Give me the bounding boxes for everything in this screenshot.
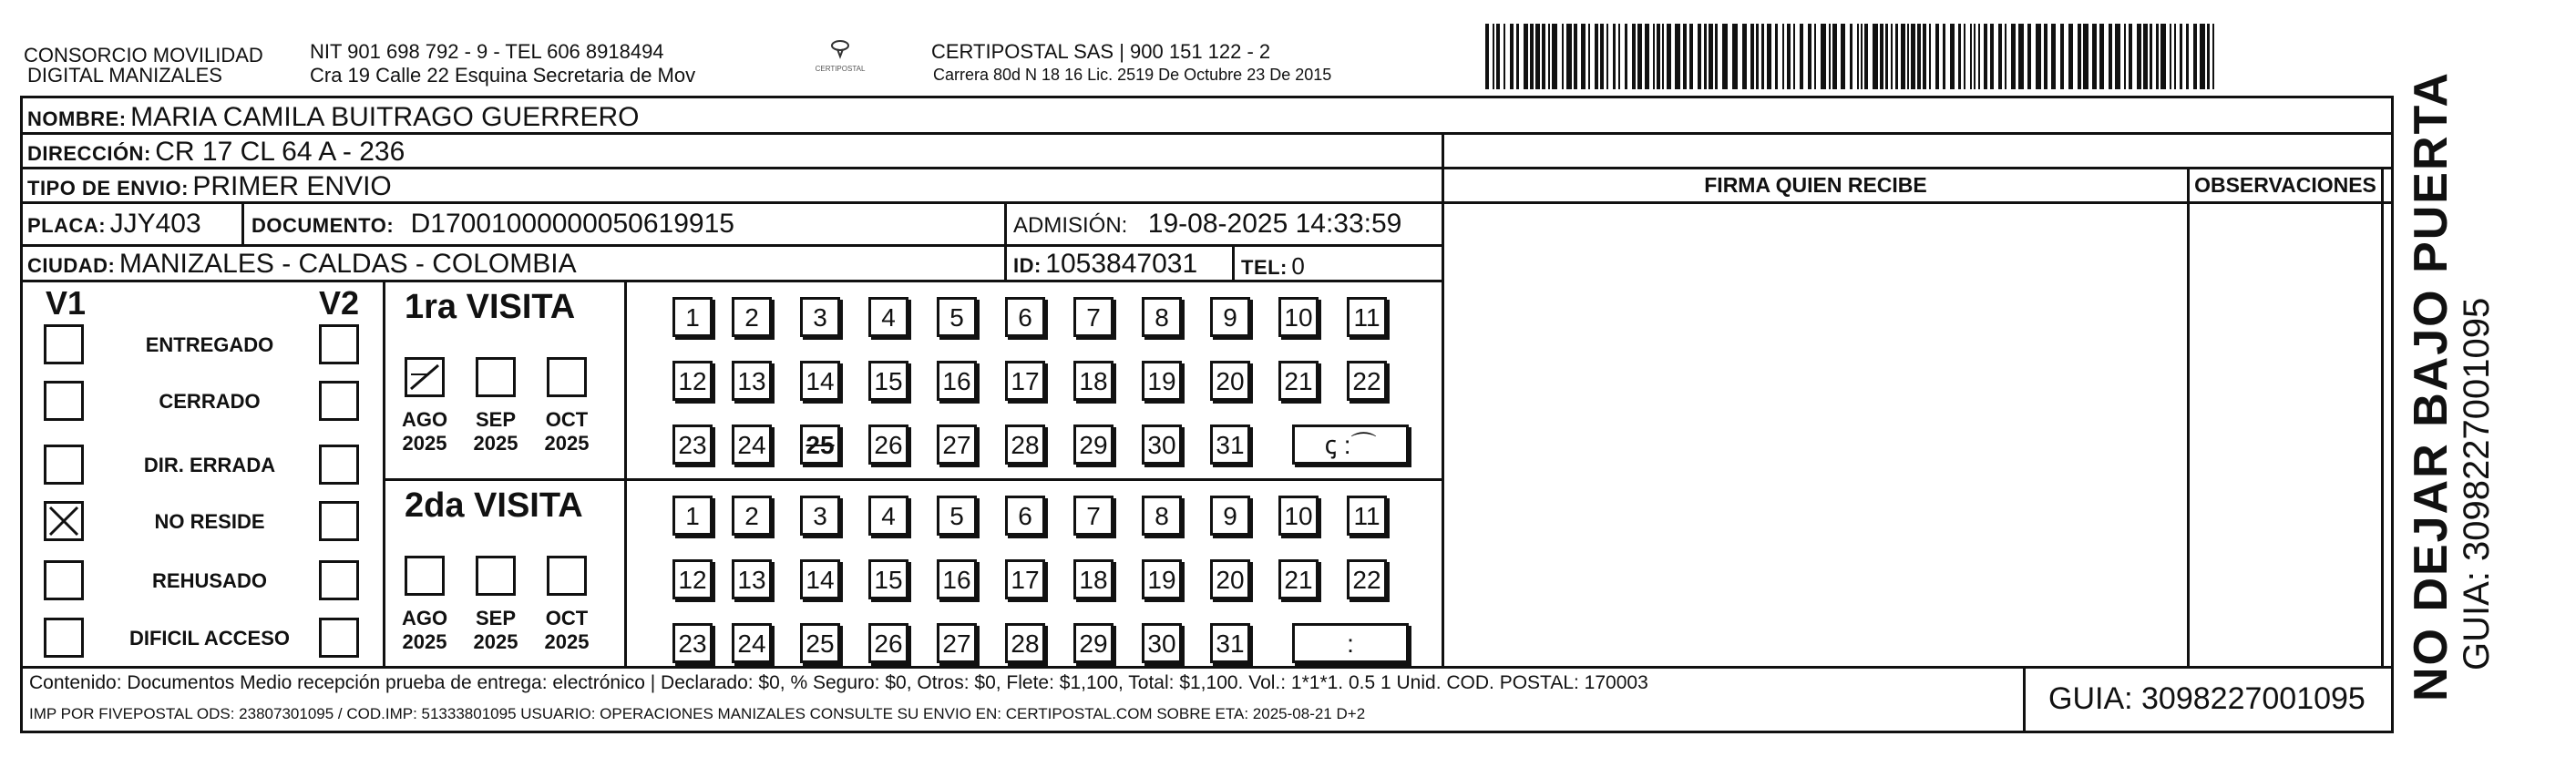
barcode-bar <box>1885 24 1888 89</box>
barcode-bar <box>1935 24 1939 89</box>
barcode-bar <box>1709 24 1713 89</box>
barcode-bar <box>1998 24 2002 89</box>
visit-divider <box>383 478 1442 481</box>
footer-imp: IMP POR FIVEPOSTAL ODS: 23807301095 / COD.IMP: 51333801095 USUARIO: OPERACIONES MANIZALES CONSULTE SU ENVIO EN: CERTIPOSTAL.COM SOBRE ETA: 2025-08-21 D+2 <box>29 705 1366 722</box>
check-x-icon <box>46 504 81 538</box>
footer-contenido: Contenido: Documentos Medio recepción prueba de entrega: electrónico | Declarado: $0, % Seguro: $0, Otros: $0, Flete: $1,100, Total: $1,100. Vol.: 1*1*1. 0.5 1 Unid. COD. POSTAL: 170003 <box>29 672 1648 693</box>
no-dejar-bajo-puerta: NO DEJAR BAJO PUERTA <box>2405 70 2458 701</box>
barcode-bar <box>1645 24 1649 89</box>
day-box[interactable]: 14 <box>800 361 840 401</box>
barcode-bar <box>1970 24 1972 89</box>
day-box[interactable]: 1 <box>672 496 713 536</box>
day-box[interactable]: 19 <box>1142 361 1182 401</box>
barcode-bar <box>2143 24 2148 89</box>
month-label: OCT <box>545 607 589 629</box>
ciudad-label: CIUDAD: <box>27 254 116 277</box>
barcode-bar <box>1911 24 1915 89</box>
barcode-bar <box>1821 24 1826 89</box>
day-box[interactable]: 27 <box>937 623 977 663</box>
barcode-bar <box>1808 24 1811 89</box>
day-box[interactable]: 3 <box>800 297 840 337</box>
carrier-address: Carrera 80d N 18 16 Lic. 2519 De Octubre 23 De 2015 <box>933 66 1332 84</box>
id-label: ID: <box>1013 254 1042 277</box>
day-box[interactable]: 9 <box>1210 496 1250 536</box>
rotated-sidebar <box>2406 71 2497 701</box>
barcode-bar <box>1542 24 1545 89</box>
barcode-bar <box>1775 24 1778 89</box>
observations-area[interactable] <box>2190 204 2381 666</box>
barcode-bar <box>1943 24 1945 89</box>
day-box[interactable]: 6 <box>1005 297 1045 337</box>
sidebar-guia: GUIA: 3098227001095 <box>2457 297 2497 670</box>
barcode-bar <box>1829 24 1831 89</box>
tipo-envio-label: TIPO DE ENVIO: <box>27 177 189 199</box>
barcode-bar <box>1653 24 1655 89</box>
tipo-envio-value: PRIMER ENVIO <box>192 171 392 201</box>
documento-field <box>251 209 734 244</box>
year-label: 2025 <box>544 630 590 653</box>
time-box[interactable]: ꞔ :⌒ <box>1292 425 1409 465</box>
admision-label: ADMISIÓN: <box>1013 213 1128 238</box>
barcode-bar <box>1613 24 1616 89</box>
barcode-bar <box>2180 24 2182 89</box>
col-divider <box>1004 201 1007 280</box>
barcode-bar <box>1722 24 1728 89</box>
barcode-bar <box>1562 24 1564 89</box>
day-box[interactable]: 23 <box>672 623 713 663</box>
tel-label: TEL: <box>1241 256 1288 279</box>
status-label: DIFICIL ACCESO <box>128 627 290 650</box>
barcode <box>1485 24 2214 89</box>
day-box[interactable]: 11 <box>1347 496 1387 536</box>
barcode-bar <box>2018 24 2024 89</box>
col-divider <box>383 280 385 666</box>
barcode-bar <box>1662 24 1664 89</box>
day-box[interactable]: 30 <box>1142 623 1182 663</box>
day-box[interactable]: 2 <box>732 496 772 536</box>
placa-value: JJY403 <box>109 209 201 239</box>
barcode-bar <box>1873 24 1878 89</box>
barcode-bar <box>1958 24 1961 89</box>
day-box[interactable]: 20 <box>1210 559 1250 599</box>
v2-checkbox[interactable] <box>319 560 359 600</box>
v1-checkbox[interactable] <box>44 324 84 364</box>
barcode-bar <box>2083 24 2089 89</box>
barcode-bar <box>1625 24 1627 89</box>
day-box[interactable]: 14 <box>800 559 840 599</box>
certipostal-logo-icon <box>826 38 854 60</box>
barcode-bar <box>2099 24 2104 89</box>
ciudad-value: MANIZALES - CALDAS - COLOMBIA <box>118 249 577 279</box>
barcode-bar <box>1516 24 1519 89</box>
day-box[interactable]: 16 <box>937 559 977 599</box>
day-box[interactable]: 29 <box>1073 623 1114 663</box>
visit-title: 2da VISITA <box>405 486 583 525</box>
tipo-envio-field <box>27 171 392 207</box>
barcode-bar <box>1524 24 1528 89</box>
day-box[interactable]: 28 <box>1005 623 1045 663</box>
barcode-bar <box>2129 24 2132 89</box>
day-box[interactable]: 4 <box>868 496 908 536</box>
check-mark-icon <box>407 360 442 394</box>
barcode-bar <box>1978 24 1980 89</box>
barcode-bar <box>1742 24 1747 89</box>
barcode-bar <box>2051 24 2056 89</box>
barcode-bar <box>1891 24 1893 89</box>
month-label: AGO <box>401 408 448 431</box>
day-box[interactable]: 17 <box>1005 361 1045 401</box>
barcode-bar <box>2005 24 2006 89</box>
day-box[interactable]: 12 <box>672 361 713 401</box>
v1-checkbox[interactable] <box>44 445 84 485</box>
v1-checkbox[interactable] <box>44 618 84 658</box>
barcode-bar <box>2207 24 2210 89</box>
year-label: 2025 <box>402 432 447 455</box>
day-box[interactable]: 18 <box>1073 559 1114 599</box>
day-box[interactable]: 13 <box>732 559 772 599</box>
month-checkbox[interactable] <box>547 556 587 596</box>
day-box[interactable]: 1 <box>672 297 713 337</box>
direccion-value: CR 17 CL 64 A - 236 <box>155 137 405 167</box>
row-divider <box>1442 167 2394 169</box>
barcode-bar <box>2137 24 2141 89</box>
barcode-bar <box>2193 24 2197 89</box>
day-box[interactable]: 6 <box>1005 496 1045 536</box>
barcode-bar <box>2174 24 2176 89</box>
barcode-bar <box>2068 24 2073 89</box>
day-box[interactable]: 5 <box>937 297 977 337</box>
day-box[interactable]: 9 <box>1210 297 1250 337</box>
barcode-bar <box>2212 24 2214 89</box>
day-box[interactable]: 13 <box>732 361 772 401</box>
day-box[interactable]: 15 <box>868 559 908 599</box>
direccion-label: DIRECCIÓN: <box>27 142 151 165</box>
v2-checkbox[interactable] <box>319 501 359 541</box>
barcode-bar <box>1675 24 1680 89</box>
barcode-bar <box>1787 24 1791 89</box>
v1-checkbox[interactable] <box>44 501 84 541</box>
v1-checkbox[interactable] <box>44 381 84 421</box>
day-box[interactable]: 26 <box>868 623 908 663</box>
day-box[interactable]: 21 <box>1278 559 1319 599</box>
month-checkbox[interactable] <box>405 556 445 596</box>
day-box[interactable]: 20 <box>1210 361 1250 401</box>
day-box[interactable]: 25 <box>800 425 840 465</box>
direccion-field <box>27 137 405 172</box>
year-label: 2025 <box>473 630 518 653</box>
day-box[interactable]: 31 <box>1210 425 1250 465</box>
month-checkbox[interactable] <box>405 357 445 397</box>
barcode-bar <box>1595 24 1598 89</box>
barcode-bar <box>2150 24 2152 89</box>
company-name-line2: DIGITAL MANIZALES <box>27 64 222 87</box>
month-checkbox[interactable] <box>476 357 516 397</box>
barcode-bar <box>1767 24 1771 89</box>
company-address: Cra 19 Calle 22 Esquina Secretaria de Mov <box>310 64 696 87</box>
id-value: 1053847031 <box>1045 249 1198 279</box>
day-box[interactable]: 23 <box>672 425 713 465</box>
id-field <box>1013 249 1197 284</box>
barcode-bar <box>1929 24 1931 89</box>
barcode-bar <box>2092 24 2097 89</box>
barcode-bar <box>2115 24 2120 89</box>
barcode-bar <box>1950 24 1955 89</box>
barcode-bar <box>1761 24 1764 89</box>
barcode-bar <box>1861 24 1863 89</box>
tel-field <box>1241 251 1305 286</box>
barcode-bar <box>1510 24 1514 89</box>
day-box[interactable]: 28 <box>1005 425 1045 465</box>
barcode-bar <box>1637 24 1642 89</box>
day-box[interactable]: 11 <box>1347 297 1387 337</box>
day-box[interactable]: 29 <box>1073 425 1114 465</box>
day-box[interactable]: 15 <box>868 361 908 401</box>
year-label: 2025 <box>473 432 518 455</box>
certipostal-logo <box>813 38 867 84</box>
status-label: REHUSADO <box>152 569 267 592</box>
day-box[interactable]: 12 <box>672 559 713 599</box>
barcode-bar <box>1793 24 1795 89</box>
month-checkbox[interactable] <box>547 357 587 397</box>
day-box[interactable]: 18 <box>1073 361 1114 401</box>
barcode-bar <box>2124 24 2126 89</box>
barcode-bar <box>2200 24 2205 89</box>
carrier-name: CERTIPOSTAL SAS | 900 151 122 - 2 <box>931 40 1271 63</box>
visit-title: 1ra VISITA <box>405 288 576 326</box>
barcode-graphic <box>1485 24 2214 89</box>
barcode-bar <box>1814 24 1816 89</box>
barcode-bar <box>2036 24 2041 89</box>
barcode-bar <box>1657 24 1660 89</box>
barcode-bar <box>1756 24 1759 89</box>
v1-header: V1 <box>46 284 87 322</box>
barcode-bar <box>2078 24 2081 89</box>
day-box[interactable]: 3 <box>800 496 840 536</box>
v2-checkbox[interactable] <box>319 324 359 364</box>
month-label: SEP <box>475 607 517 629</box>
barcode-bar <box>1923 24 1926 89</box>
col-divider <box>624 280 627 666</box>
v1-checkbox[interactable] <box>44 560 84 600</box>
day-box[interactable]: 27 <box>937 425 977 465</box>
month-label: AGO <box>401 607 448 629</box>
day-box[interactable]: 21 <box>1278 361 1319 401</box>
day-box[interactable]: 17 <box>1005 559 1045 599</box>
barcode-bar <box>1964 24 1965 89</box>
col-divider <box>1232 244 1235 280</box>
barcode-bar <box>1581 24 1586 89</box>
barcode-bar <box>1496 24 1500 89</box>
barcode-bar <box>1504 24 1505 89</box>
day-box[interactable]: 10 <box>1278 496 1319 536</box>
barcode-bar <box>1689 24 1693 89</box>
col-divider <box>2381 167 2384 667</box>
status-label: NO RESIDE <box>154 510 265 533</box>
v2-header: V2 <box>319 284 360 322</box>
nombre-field <box>27 102 640 138</box>
v2-checkbox[interactable] <box>319 445 359 485</box>
company-nit: NIT 901 698 792 - 9 - TEL 606 8918494 <box>310 40 664 63</box>
day-box[interactable]: 2 <box>732 297 772 337</box>
col-divider <box>2023 666 2026 733</box>
barcode-bar <box>1618 24 1620 89</box>
barcode-bar <box>1683 24 1687 89</box>
v2-checkbox[interactable] <box>319 618 359 658</box>
firma-header: FIRMA QUIEN RECIBE <box>1704 173 1927 197</box>
nombre-label: NOMBRE: <box>27 107 127 130</box>
day-box[interactable]: 22 <box>1347 559 1387 599</box>
barcode-bar <box>1974 24 1976 89</box>
time-box[interactable]: : <box>1292 623 1409 663</box>
barcode-bar <box>1832 24 1837 89</box>
barcode-bar <box>1704 24 1707 89</box>
barcode-bar <box>1548 24 1550 89</box>
barcode-bar <box>1493 24 1494 89</box>
barcode-bar <box>1698 24 1701 89</box>
day-box[interactable]: 7 <box>1073 297 1114 337</box>
barcode-bar <box>1917 24 1921 89</box>
day-box[interactable]: 19 <box>1142 559 1182 599</box>
v2-checkbox[interactable] <box>319 381 359 421</box>
nombre-value: MARIA CAMILA BUITRAGO GUERRERO <box>130 102 640 132</box>
admision-value: 19-08-2025 14:33:59 <box>1147 209 1402 239</box>
placa-field <box>27 209 201 244</box>
documento-value: D17001000000050619915 <box>410 209 734 239</box>
barcode-bar <box>2170 24 2171 89</box>
day-box[interactable]: 24 <box>732 425 772 465</box>
barcode-bar <box>1535 24 1540 89</box>
status-label: DIR. ERRADA <box>143 454 276 476</box>
month-label: SEP <box>475 408 517 431</box>
barcode-bar <box>1800 24 1803 89</box>
barcode-bar <box>1984 24 1987 89</box>
ciudad-field <box>27 249 577 284</box>
day-box[interactable]: 5 <box>937 496 977 536</box>
barcode-bar <box>2060 24 2064 89</box>
barcode-bar <box>2156 24 2159 89</box>
status-label: CERRADO <box>159 390 261 413</box>
barcode-bar <box>1667 24 1671 89</box>
signature-area[interactable] <box>1444 204 2187 666</box>
certipostal-logo-text: CERTIPOSTAL <box>815 65 866 73</box>
day-box[interactable]: 16 <box>937 361 977 401</box>
day-box[interactable]: 8 <box>1142 297 1182 337</box>
barcode-bar <box>1990 24 1994 89</box>
day-box[interactable]: 8 <box>1142 496 1182 536</box>
company-name-line1: CONSORCIO MOVILIDAD <box>24 44 263 66</box>
documento-label: DOCUMENTO: <box>251 214 395 237</box>
barcode-bar <box>1895 24 1898 89</box>
row-divider <box>20 244 1442 247</box>
barcode-bar <box>1552 24 1557 89</box>
footer-guia: GUIA: 3098227001095 <box>2048 681 2366 716</box>
month-label: OCT <box>545 408 589 431</box>
placa-label: PLACA: <box>27 214 107 237</box>
admision-field <box>1013 209 1401 244</box>
day-box[interactable]: 31 <box>1210 623 1250 663</box>
barcode-bar <box>2011 24 2016 89</box>
barcode-bar <box>1864 24 1868 89</box>
barcode-bar <box>1732 24 1738 89</box>
footer-divider <box>20 666 2394 669</box>
col-divider <box>241 201 244 244</box>
barcode-bar <box>2160 24 2166 89</box>
barcode-bar <box>2109 24 2112 89</box>
barcode-bar <box>1600 24 1604 89</box>
day-box[interactable]: 7 <box>1073 496 1114 536</box>
barcode-bar <box>1588 24 1590 89</box>
year-label: 2025 <box>544 432 590 455</box>
tel-value: 0 <box>1291 252 1305 280</box>
status-label: ENTREGADO <box>145 333 274 356</box>
barcode-bar <box>1715 24 1718 89</box>
barcode-bar <box>1857 24 1859 89</box>
barcode-bar <box>1841 24 1845 89</box>
barcode-bar <box>2044 24 2047 89</box>
day-box[interactable]: 26 <box>868 425 908 465</box>
barcode-bar <box>2027 24 2031 89</box>
day-box[interactable]: 25 <box>800 623 840 663</box>
observaciones-header: OBSERVACIONES <box>2194 173 2376 197</box>
barcode-bar <box>1907 24 1909 89</box>
day-box[interactable]: 22 <box>1347 361 1387 401</box>
day-box[interactable]: 24 <box>732 623 772 663</box>
year-label: 2025 <box>402 630 447 653</box>
barcode-bar <box>1901 24 1905 89</box>
month-checkbox[interactable] <box>476 556 516 596</box>
barcode-bar <box>1880 24 1883 89</box>
day-box[interactable]: 10 <box>1278 297 1319 337</box>
barcode-bar <box>1606 24 1608 89</box>
barcode-bar <box>1485 24 1489 89</box>
barcode-bar <box>1782 24 1784 89</box>
barcode-bar <box>1632 24 1636 89</box>
day-box[interactable]: 4 <box>868 297 908 337</box>
day-box[interactable]: 30 <box>1142 425 1182 465</box>
barcode-bar <box>2186 24 2189 89</box>
barcode-bar <box>1566 24 1572 89</box>
barcode-bar <box>1530 24 1534 89</box>
barcode-bar <box>1850 24 1852 89</box>
barcode-bar <box>1750 24 1754 89</box>
barcode-bar <box>1574 24 1577 89</box>
